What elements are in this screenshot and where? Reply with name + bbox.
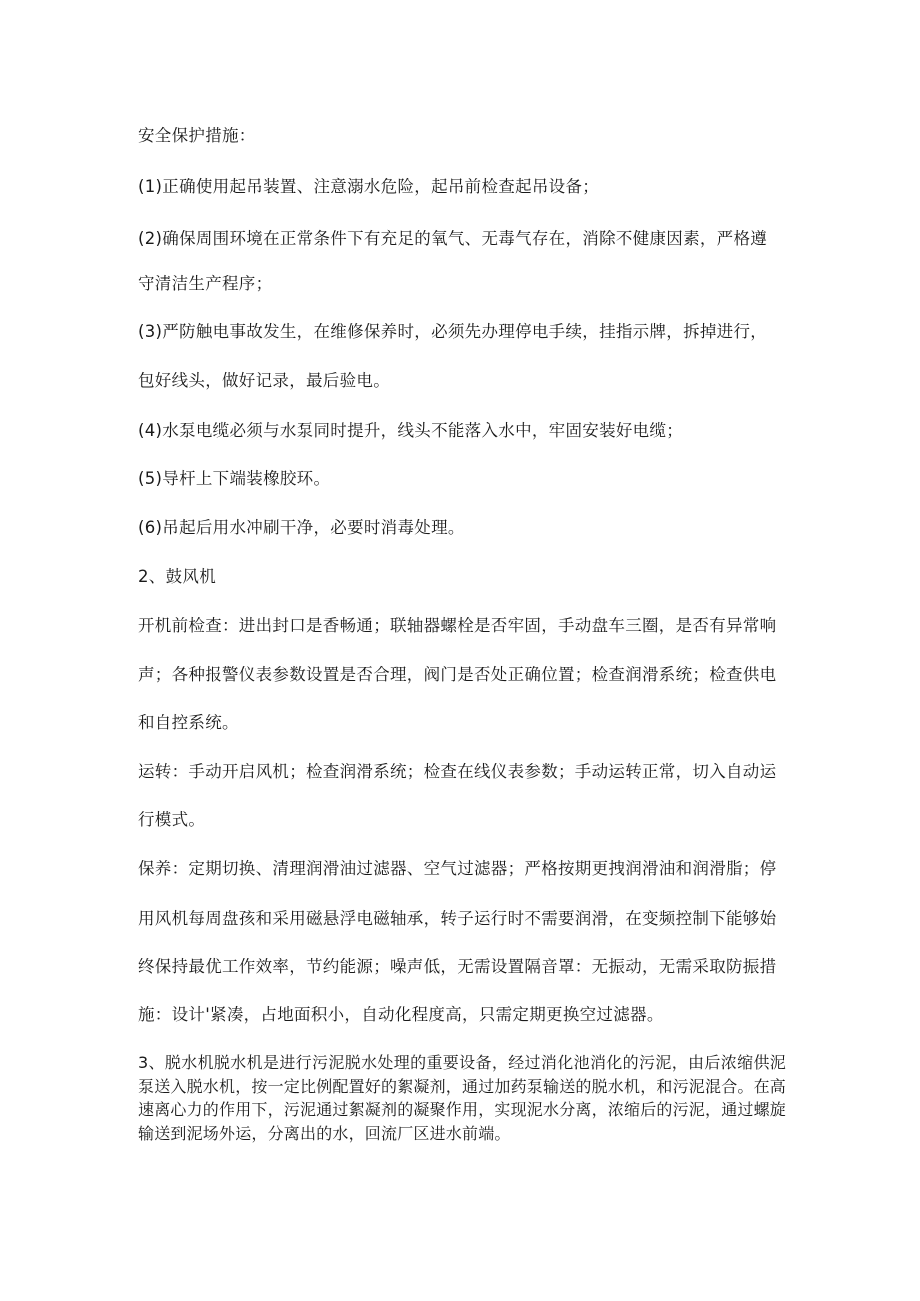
text-line: (5)导杆上下端装橡胶环。 [138, 469, 331, 488]
text-line: 开机前检查：进出封口是香畅通；联轴器螺栓是否牢固，手动盘车三圈，是否有异常响 [138, 616, 777, 635]
text-line: 保养：定期切换、清理润滑油过滤器、空气过滤器；严格按期更拽润滑油和润滑脂；停 [138, 859, 777, 878]
text-line: (4)水泵电缆必须与水泵同时提升，线头不能落入水中，牢固安装好电缆； [138, 421, 684, 440]
text-line: 施：设计'紧凑，占地面积小，自动化程度高，只需定期更换空过滤器。 [138, 1005, 664, 1024]
text-line: (3)严防触电事故发生，在维修保养时，必须先办理停电手续，挂指示牌，拆掉进行， [138, 322, 768, 341]
text-line: 行模式。 [138, 810, 206, 829]
text-line: 包好线头，做好记录，最后验电。 [138, 371, 390, 390]
text-line: (6)吊起后用水冲刷干净，必要时消毒处理。 [138, 518, 465, 537]
text-line: 运转：手动开启风机；检查润滑系统；检查在线仪表参数；手动运转正常，切入自动运 [138, 762, 777, 781]
text-line: (1)正确使用起吊装置、注意溺水危险，起吊前检查起吊设备； [138, 177, 600, 196]
text-line: 声；各种报警仪表参数设置是否合理，阀门是否处正确位置；检查润滑系统；检查供电 [138, 665, 777, 684]
dewatering-paragraph: 3、脱水机脱水机是进行污泥脱水处理的重要设备，经过消化池消化的污泥，由后浓缩供泥泵送入脱水机，按一定比例配置好的絮凝剂，通过加药泵输送的脱水机，和污泥混合。在高速离心力的作用下，污泥通过絮凝剂的凝聚作用，实现泥水分离，浓缩后的污泥，通过螺旋输送到泥场外运，分离出的水，回流厂区进水前端。 [138, 1053, 787, 1143]
text-line: 和自控系统。 [138, 713, 239, 732]
text-line: 终保持最优工作效率，节约能源；噪声低，无需设置隔音罩：无振动，无需采取防振措 [138, 957, 777, 976]
text-line: 用风机每周盘孩和采用磁悬浮电磁轴承，转子运行时不需要润滑，在变频控制下能够始 [138, 909, 777, 928]
section-heading: 2、鼓风机 [138, 567, 216, 586]
text-line: 安全保护措施： [138, 126, 256, 145]
text-line: (2)确保周围环境在正常条件下有充足的氧气、无毒气存在，消除不健康因素，严格遵 [138, 229, 768, 248]
text-line: 守清洁生产程序； [138, 274, 273, 293]
